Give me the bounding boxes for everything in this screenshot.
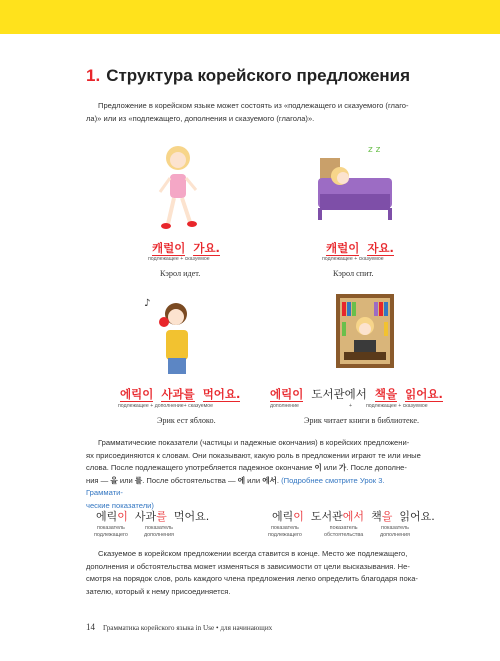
closing-line-1: Сказуемое в корейском предложении всегда ставится в конце. Место же подлежащего, bbox=[98, 549, 408, 558]
girl-sleeping-illustration bbox=[310, 138, 400, 223]
particle-note: показатель подлежащего bbox=[268, 525, 302, 538]
closing-line-2: дополнения и обстоятельства может изменяться в зависимости от цели высказывания. Не- bbox=[86, 561, 410, 571]
subject-word: 에릭이 bbox=[120, 387, 154, 401]
korean-sentence-2 bbox=[326, 240, 394, 256]
lesson-reference-link-continued[interactable]: ческие показатели) bbox=[86, 500, 154, 510]
book-title: Грамматика корейского языка in Use • для начинающих bbox=[103, 624, 273, 632]
grammar-line-4: ния — 을 или 를. После обстоятельства — 에 или 에서. (Подробнее смотрите Урок 3. Граммати- bbox=[86, 475, 385, 497]
grammar-label: подлежащее + сказуемое bbox=[148, 256, 210, 262]
korean-sentence-4 bbox=[270, 386, 443, 402]
subject-particle: 이 bbox=[117, 510, 128, 523]
grammar-line-2: ях присоединяются к словам. Они показывают, какую роль в предложении играют те или иные bbox=[86, 450, 421, 460]
page-number: 14 bbox=[86, 622, 95, 632]
particle-analysis-right: 에릭이 도서관에서 책을 읽어요. bbox=[272, 510, 435, 523]
svg-text:z z: z z bbox=[368, 145, 381, 155]
particle: 가 bbox=[338, 463, 347, 472]
translation: Эрик читает книги в библиотеке. bbox=[304, 416, 420, 425]
translation: Кэрол идет. bbox=[160, 269, 201, 278]
closing-line-4: зателю, который к нему присоединяется. bbox=[86, 586, 231, 596]
grammar-label: + bbox=[349, 403, 353, 409]
particle: 에서 bbox=[262, 475, 277, 485]
boy-eating-apple-illustration bbox=[140, 292, 215, 377]
korean-sentence-1 bbox=[152, 240, 220, 256]
grammar-paragraph bbox=[86, 437, 421, 512]
subject-word: 캐럴이 bbox=[326, 241, 360, 255]
section-title: Структура корейского предложения bbox=[106, 66, 411, 85]
object-particle: 을 bbox=[381, 510, 393, 523]
particle-note: показатель дополнения bbox=[380, 525, 410, 538]
closing-paragraph bbox=[86, 548, 421, 598]
intro-paragraph bbox=[86, 100, 421, 125]
particle: 이 bbox=[314, 463, 322, 472]
svg-text:♪: ♪ bbox=[144, 298, 151, 309]
particle: 를 bbox=[134, 475, 143, 485]
grammar-label: подлежащее + сказуемое bbox=[366, 403, 428, 409]
predicate-word: 가요. bbox=[193, 241, 220, 255]
object-word: 사과를 bbox=[161, 387, 195, 401]
translation: Эрик ест яблоко. bbox=[157, 416, 216, 425]
top-color-bar bbox=[0, 0, 500, 34]
intro-line-1: Предложение в корейском языке может состоять из «подлежащего и сказуемого (глаго- bbox=[98, 101, 409, 110]
intro-line-2: ла)» или из «подлежащего, дополнения и сказуемого (глагола)». bbox=[86, 113, 315, 123]
grammar-label: подлежащее + сказуемое bbox=[322, 256, 384, 262]
grammar-line-1: Грамматические показатели (частицы и падежные окончания) в корейских предложени- bbox=[98, 438, 410, 447]
korean-sentence-3 bbox=[120, 386, 240, 402]
girl-walking-illustration bbox=[148, 140, 208, 235]
particle: 을 bbox=[110, 475, 118, 485]
predicate-word: 먹어요. bbox=[202, 387, 241, 401]
lesson-reference-link[interactable]: (Подробнее смотрите Урок 3. Граммати- bbox=[86, 475, 385, 497]
translation: Кэрол спит. bbox=[333, 269, 374, 278]
predicate-word: 자요. bbox=[367, 241, 394, 255]
predicate-word: 읽어요. bbox=[405, 387, 443, 401]
section-number: 1. bbox=[86, 66, 101, 85]
object-word: 책을 bbox=[374, 387, 398, 401]
grammar-label: дополнение bbox=[270, 403, 299, 409]
page-footer bbox=[86, 622, 272, 632]
grammar-label: подлежащее + дополнение+ сказуемое bbox=[118, 403, 213, 409]
particle-note: показатель обстоятельства bbox=[324, 525, 364, 538]
adverbial-word: 도서관에서 bbox=[311, 387, 367, 401]
boy-reading-library-illustration bbox=[334, 292, 396, 372]
closing-line-3: смотря на порядок слов, роль каждого члена предложения легко определить благодаря пока- bbox=[86, 574, 418, 583]
subject-word: 캐럴이 bbox=[152, 241, 186, 255]
particle: 에 bbox=[237, 475, 246, 485]
subject-word: 에릭이 bbox=[270, 387, 304, 401]
object-particle: 를 bbox=[156, 510, 167, 523]
adverbial-particle: 에서 bbox=[342, 510, 365, 523]
particle-note: показатель дополнения bbox=[144, 525, 174, 538]
section-heading bbox=[86, 66, 410, 86]
grammar-line-3: слова. После подлежащего употребляется падежное окончание 이 или 가. После дополне- bbox=[86, 463, 407, 472]
subject-particle: 이 bbox=[293, 510, 304, 523]
particle-analysis-left: 에릭이 사과를 먹어요. bbox=[96, 510, 210, 523]
particle-note: показатель подлежащего bbox=[94, 525, 128, 538]
